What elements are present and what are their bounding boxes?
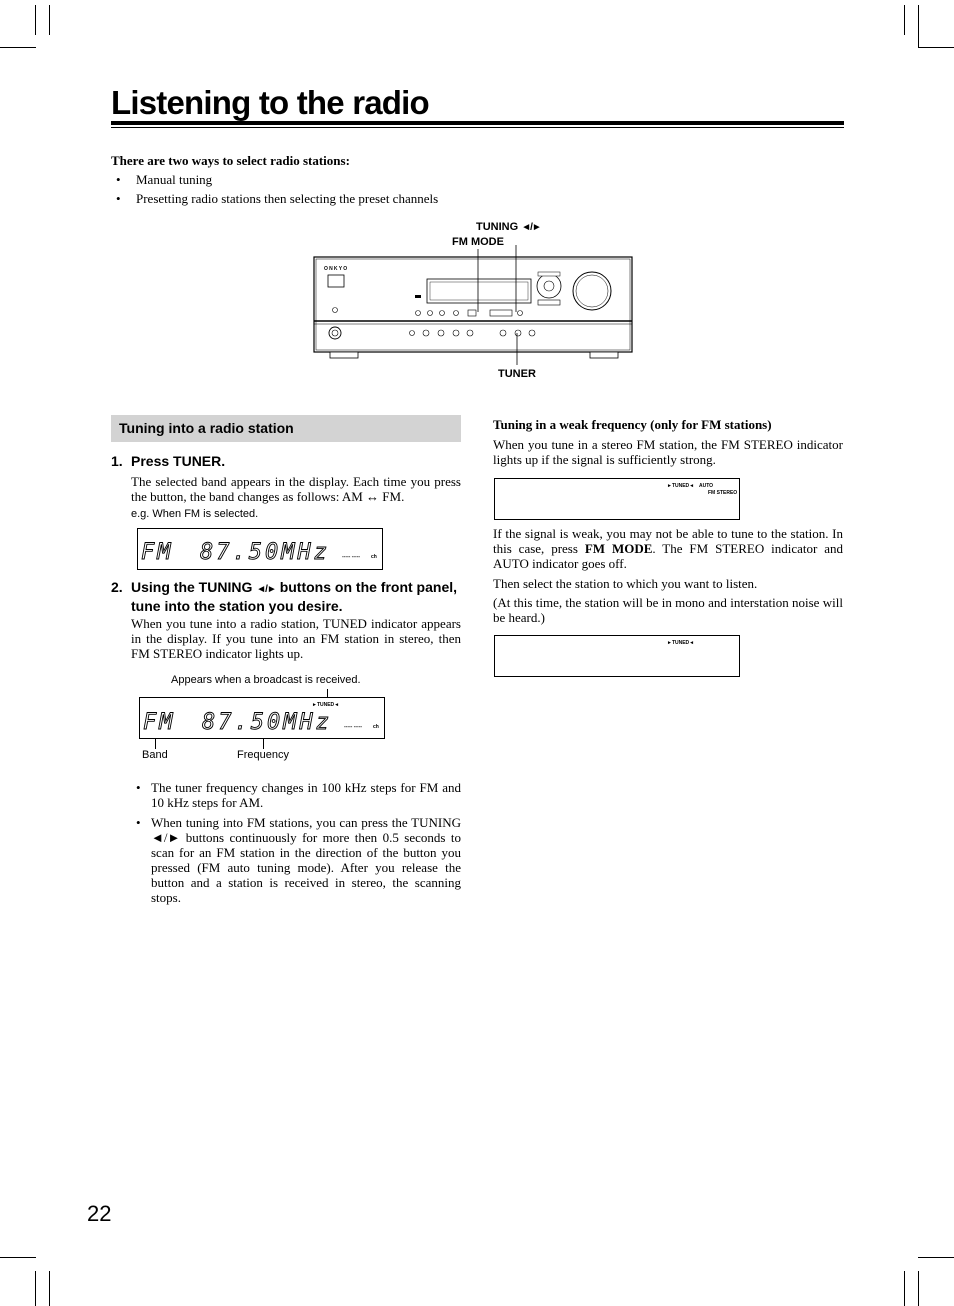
receiver-front-panel-figure (0, 0, 954, 400)
section-heading-tuning: Tuning into a radio station (111, 415, 461, 442)
display-tuned-indicator: ►TUNED◄ (667, 483, 695, 489)
step-1-number: 1. (111, 453, 123, 469)
callout-tuner-label: TUNER (498, 368, 536, 380)
weak-frequency-heading: Tuning in a weak frequency (only for FM stations) (493, 417, 772, 432)
callout-fm-mode-label: FM MODE (452, 236, 504, 248)
crop-mark (0, 1257, 36, 1258)
crop-mark (918, 1271, 919, 1306)
display-mono (494, 635, 740, 677)
label-frequency: Frequency (237, 749, 289, 761)
display-tuned-indicator: ►TUNED◄ (667, 640, 695, 646)
display-band: FM (143, 710, 176, 735)
display-ch: ch (371, 554, 377, 560)
display-preset-dashes: ----- ----- (342, 554, 361, 560)
step-2 (111, 579, 461, 614)
weak-frequency-para-4: (At this time, the station will be in mono and interstation noise will be heard.) (493, 595, 843, 625)
callout-line-band (155, 738, 156, 749)
display-fm-example (137, 528, 383, 570)
display-ch: ch (373, 724, 379, 730)
display-frequency: 87.50MHz (200, 540, 330, 565)
page-title: Listening to the radio (111, 84, 429, 121)
display-fm-stereo-indicator: FM STEREO (708, 490, 738, 496)
weak-frequency-para-2: If the signal is weak, you may not be able to tune to the station. In this case, press FM MODE. The FM STEREO indicator and AUTO indicator goes off. (493, 526, 843, 571)
step-2-heading: Using the TUNING ◄/► buttons on the front panel, tune into the station you desire. (131, 579, 458, 614)
weak-frequency-para-3: Then select the station to which you want to listen. (493, 576, 758, 591)
intro-heading: There are two ways to select radio stations: (111, 153, 350, 168)
crop-mark (904, 1271, 905, 1306)
step-2-body: When you tune into a radio station, TUNED indicator appears in the display. If you tune into an FM station in stereo, then FM STEREO indicator lights up. (131, 616, 461, 661)
step-1-heading: Press TUNER. (131, 453, 226, 469)
step-1 (111, 453, 461, 471)
display-tuned-example (139, 697, 385, 739)
display-fm-stereo (494, 478, 740, 520)
display-preset-dashes: ----- ----- (344, 724, 363, 730)
crop-mark (35, 1271, 36, 1306)
display-frequency: 87.50MHz (202, 710, 332, 735)
caption-tuned: Appears when a broadcast is received. (171, 674, 361, 686)
weak-frequency-para-1: When you tune in a stereo FM station, the FM STEREO indicator lights up if the signal is sufficiently strong. (493, 437, 843, 467)
callout-tuning-label: TUNING ◄/► (476, 221, 541, 233)
receiver-drawing (300, 245, 640, 365)
display-auto-indicator: AUTO (699, 483, 714, 489)
brand-logo: ONKYO (324, 266, 349, 272)
step-1-body: The selected band appears in the display. Each time you press the button, the band changes as follows: AM ↔ FM. (131, 474, 461, 504)
callout-line-frequency (263, 738, 264, 749)
display-tuned-indicator: ►TUNED◄ (312, 702, 340, 708)
step-1-example: e.g. When FM is selected. (131, 508, 259, 520)
label-band: Band (142, 749, 168, 761)
page-number: 22 (87, 1201, 112, 1226)
crop-mark (49, 1271, 50, 1306)
crop-mark (918, 1257, 954, 1258)
step-2-number: 2. (111, 579, 123, 595)
display-band: FM (141, 540, 174, 565)
